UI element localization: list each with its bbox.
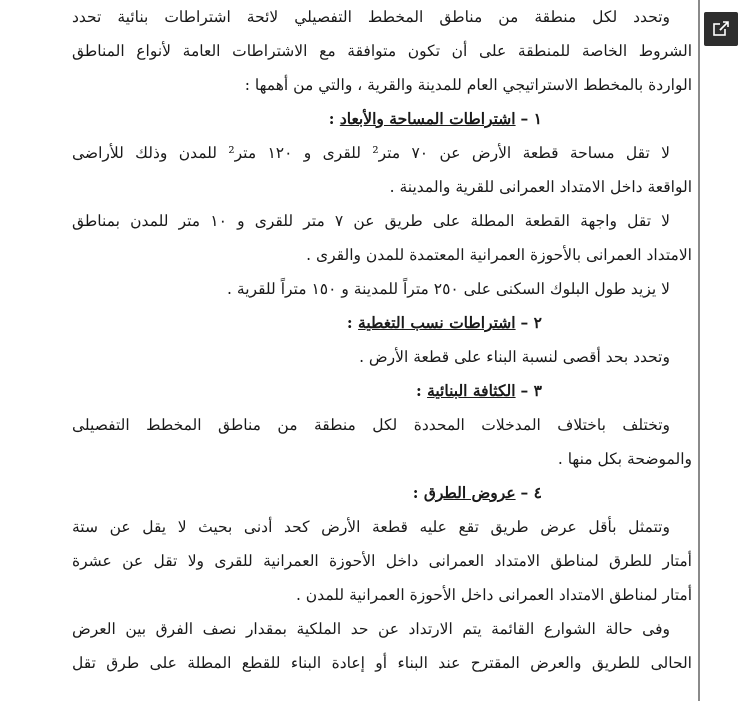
text-line: الواقعة داخل الامتداد العمرانى للقرية والمدينة . xyxy=(389,178,692,196)
document-body xyxy=(72,0,692,680)
text-line: أمتار للطرق لمناطق الامتداد العمرانى داخل الأحوزة العمرانية للقرى ولا تقل عن عشرة xyxy=(72,552,692,570)
text-line: لا يزيد طول البلوك السكنى على ٢٥٠ متراً للمدينة و ١٥٠ متراً للقرية . xyxy=(227,280,670,298)
text-line: والموضحة بكل منها . xyxy=(557,450,692,468)
text-line: وتختلف باختلاف المدخلات المحددة لكل منطقة من مناطق المخطط التفصيلى xyxy=(72,416,670,434)
text-line: وتحدد بحد أقصى لنسبة البناء على قطعة الأرض . xyxy=(359,348,670,366)
text-line: الواردة بالمخطط الاستراتيجي العام للمدينة والقرية ، والتي من أهمها : xyxy=(244,76,692,94)
text-line: وتحدد لكل منطقة من مناطق المخطط التفصيلي لائحة اشتراطات بنائية تحدد xyxy=(72,8,670,26)
section-heading xyxy=(72,476,692,510)
section-title: الكثافة البنائية xyxy=(427,381,516,400)
text-line: الشروط الخاصة للمنطقة على أن تكون متوافقة مع الاشتراطات العامة لأنواع المناطق xyxy=(72,42,692,60)
viewer-edge xyxy=(698,0,700,701)
section-number: ١ – xyxy=(520,109,542,128)
text-line: أمتار لمناطق الامتداد العمرانى داخل الأحوزة العمرانية للمدن . xyxy=(295,586,692,604)
section-number: ٣ – xyxy=(520,381,542,400)
section-heading xyxy=(72,374,692,408)
section-title: اشتراطات نسب التغطية xyxy=(358,313,516,332)
section-heading xyxy=(72,102,692,136)
section-title-colon: : xyxy=(346,313,359,332)
section-number: ٤ – xyxy=(520,483,542,502)
section-heading xyxy=(72,306,692,340)
text-line: لا تقل واجهة القطعة المطلة على طريق عن ٧ متر للقرى و ١٠ متر للمدن بمناطق xyxy=(72,212,670,230)
text-line: وتتمثل بأقل عرض طريق تقع عليه قطعة الأرض كحد أدنى بحيث لا يقل عن ستة xyxy=(72,518,670,536)
section-title: عروض الطرق xyxy=(423,483,516,502)
text-line: الامتداد العمرانى بالأحوزة العمرانية المعتمدة للمدن والقرى . xyxy=(306,246,692,264)
text-line: لا تقل مساحة قطعة الأرض عن ٧٠ متر² للقرى و ١٢٠ متر² للمدن وذلك للأراضى xyxy=(72,144,670,162)
open-external-icon xyxy=(712,20,730,38)
section-title: اشتراطات المساحة والأبعاد xyxy=(339,109,516,128)
section-title-colon: : xyxy=(412,483,424,502)
text-line: الحالى للطريق والعرض المقترح عند البناء أو إعادة البناء للقطع المطلة على طرق تقل xyxy=(72,654,692,672)
text-line: وفى حالة الشوارع القائمة يتم الارتداد عن حد الملكية بمقدار نصف الفرق بين العرض xyxy=(72,620,670,638)
section-title-colon: : xyxy=(328,109,340,128)
section-number: ٢ – xyxy=(520,313,542,332)
open-external-button[interactable] xyxy=(704,12,738,46)
section-title-colon: : xyxy=(415,381,428,400)
